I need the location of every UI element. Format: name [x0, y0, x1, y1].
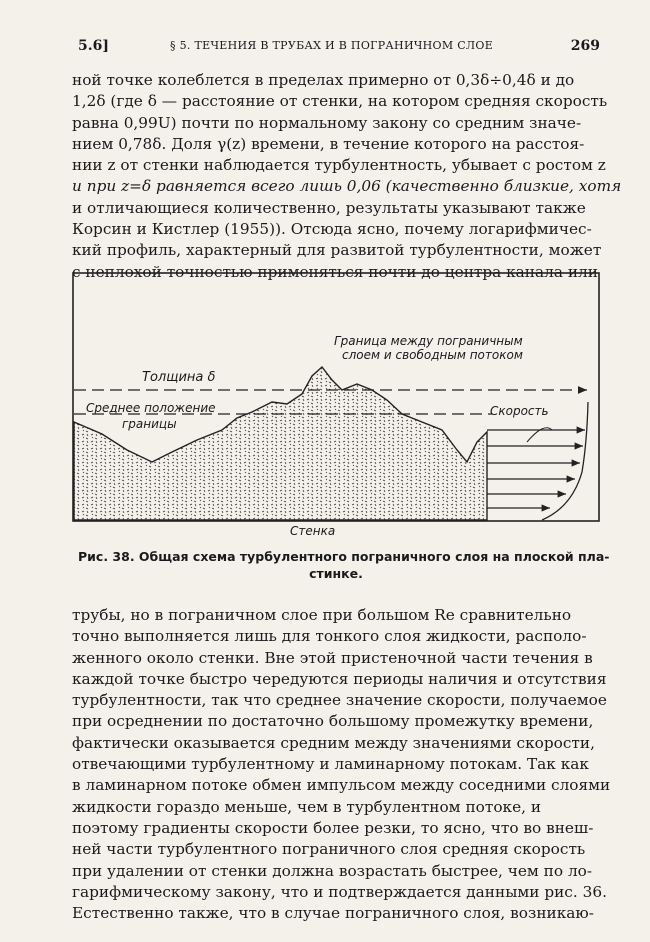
caption-line: Рис. 38. Общая схема турбулентного пограничного слоя на плоской пла- [78, 549, 610, 564]
velocity-label: Скорость [490, 404, 549, 418]
text-line: турбулентности, так что среднее значение скорости, получаемое [72, 691, 607, 710]
text-line: поэтому градиенты скорости более резки, то ясно, что во внеш- [72, 818, 594, 837]
text-line: при удалении от стенки должна возрастать быстрее, чем по ло- [72, 861, 593, 880]
text-line: при осреднении по достаточно большому промежутку времени, [72, 712, 594, 731]
boundary-layer-figure [72, 272, 600, 542]
text-line: 1,2δ (где δ — расстояние от стенки, на котором средняя скорость [72, 92, 608, 111]
velocity-profile [542, 402, 588, 520]
text-line: отвечающими турбулентному и ламинарному потокам. Так как [72, 755, 589, 774]
mean-position-label [86, 400, 216, 432]
text-line: Корсин и Кистлер (1955)). Отсюда ясно, почему логарифмичес- [72, 220, 592, 239]
text-line: нии z от стенки наблюдается турбулентность, убывает с ростом z [72, 156, 606, 175]
running-header [78, 38, 600, 60]
mean-position-line: границы [122, 417, 177, 431]
text-line: ной точке колеблется в пределах примерно от 0,3δ÷0,4δ и до [72, 71, 575, 89]
text-line: с неплохой точностью применяться почти до центра канала или [72, 262, 598, 281]
text-line: гарифмическому закону, что и подтверждается данными рис. 36. [72, 882, 607, 901]
text-line: женного около стенки. Вне этой пристеночной части течения в [72, 648, 593, 667]
text-line: нием 0,78δ. Доля γ(z) времени, в течение которого на расстоя- [72, 134, 585, 153]
text-line: жидкости гораздо меньше, чем в турбулентном потоке, и [72, 797, 542, 816]
section-number: 5.6] [78, 38, 109, 54]
interface-label [334, 334, 523, 362]
text-line: точно выполняется лишь для тонкого слоя жидкости, располо- [72, 627, 587, 646]
mean-position-line: Среднее положение [86, 401, 216, 415]
paragraph-bottom [72, 605, 611, 924]
wall-label: Стенка [290, 524, 336, 538]
page-number: 269 [570, 38, 600, 54]
text-line: ней части турбулентного пограничного слоя средняя скорость [72, 840, 586, 859]
running-title: § 5. ТЕЧЕНИЯ В ТРУБАХ И В ПОГРАНИЧНОМ СЛОЕ [170, 39, 494, 52]
text-line: равна 0,99U) почти по нормальному закону со средним значе- [72, 113, 582, 132]
interface-label-line: Граница между пограничным [334, 334, 523, 348]
text-line: кий профиль, характерный для развитой турбулентности, может [72, 241, 602, 260]
paragraph-top [72, 70, 622, 283]
interface-label-line: слоем и свободным потоком [342, 348, 523, 362]
text-line: каждой точке быстро чередуются периоды наличия и отсутствия [72, 669, 607, 688]
text-line: фактически оказывается средним между значениями скорости, [72, 733, 595, 752]
text-line: и отличающиеся количественно, результаты указывают также [72, 198, 586, 217]
thickness-label: Толщина δ [142, 370, 216, 385]
caption-line: стинке. [309, 566, 363, 581]
text-line: Естественно также, что в случае пограничного слоя, возникаю- [72, 904, 594, 923]
text-line: трубы, но в пограничном слое при большом Re сравнительно [72, 606, 572, 624]
figure-caption [78, 548, 610, 582]
text-line: в ламинарном потоке обмен импульсом между соседними слоями [72, 776, 611, 795]
text-line: и при z=δ равняется всего лишь 0,06 (качественно близкие, хотя [72, 177, 622, 196]
